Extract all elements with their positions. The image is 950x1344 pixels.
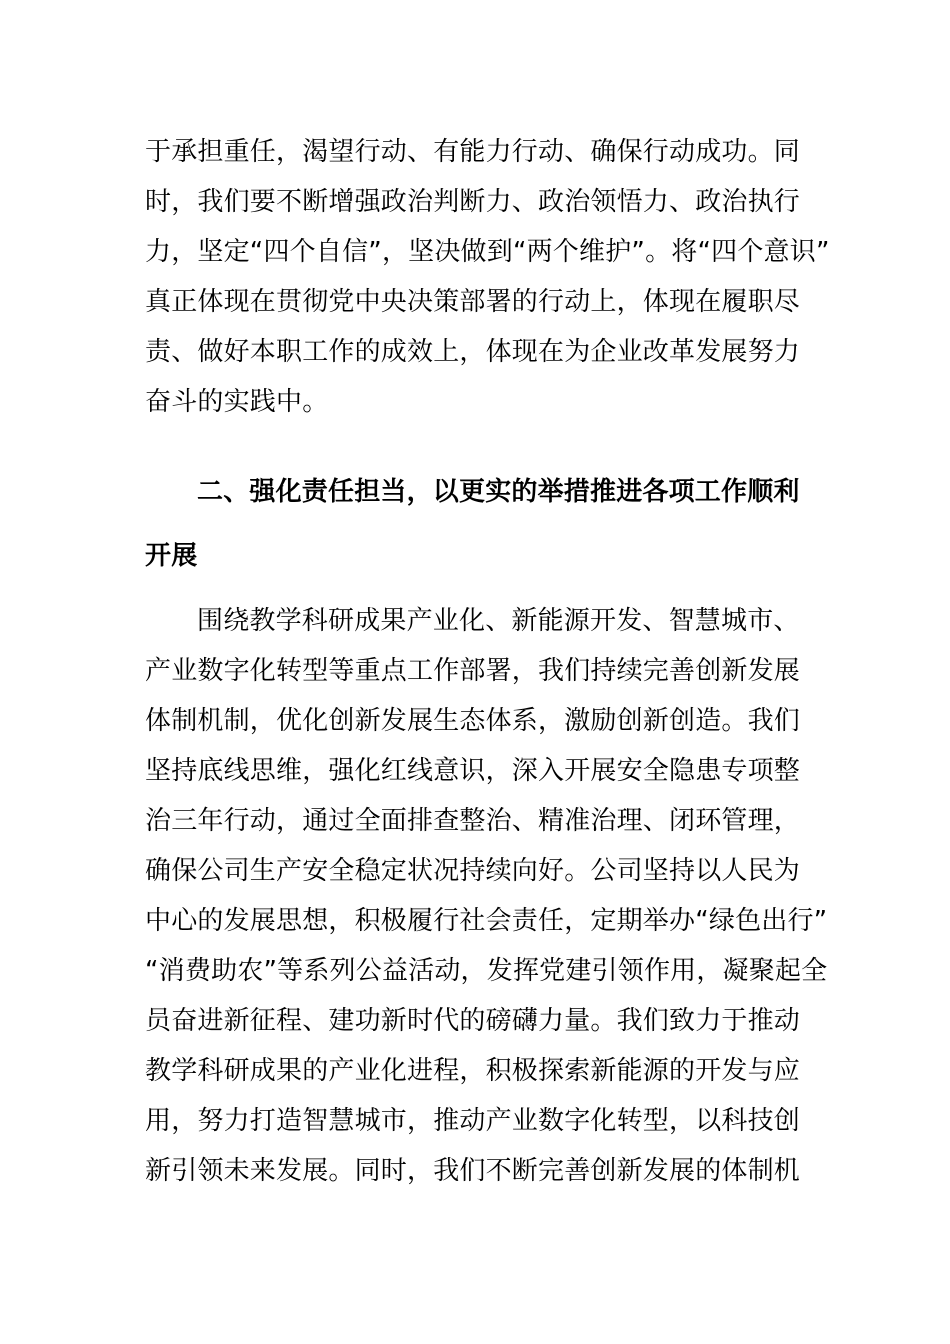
paragraph-1-line: 责、做好本职工作的成效上，体现在为企业改革发展努力 <box>145 337 801 367</box>
section-2-heading-line: 二、强化责任担当，以更实的举措推进各项工作顺利 <box>197 477 800 507</box>
paragraph-2-line: 新引领未来发展。同时，我们不断完善创新发展的体制机 <box>145 1156 801 1186</box>
paragraph-2-line: 确保公司生产安全稳定状况持续向好。公司坚持以人民为 <box>145 856 801 886</box>
paragraph-1-line: 奋斗的实践中。 <box>145 387 329 417</box>
paragraph-2-line: “消费助农”等系列公益活动，发挥党建引领作用，凝聚起全 <box>145 956 828 986</box>
paragraph-1-line: 时，我们要不断增强政治判断力、政治领悟力、政治执行 <box>145 187 801 217</box>
paragraph-2-line: 中心的发展思想，积极履行社会责任，定期举办“绿色出行” <box>145 906 828 936</box>
paragraph-1 <box>145 127 830 427</box>
paragraph-2-line: 围绕教学科研成果产业化、新能源开发、智慧城市、 <box>197 606 800 636</box>
paragraph-2-line: 教学科研成果的产业化进程，积极探索新能源的开发与应 <box>145 1056 801 1086</box>
paragraph-2 <box>145 596 827 1196</box>
paragraph-2-line: 坚持底线思维，强化红线意识，深入开展安全隐患专项整 <box>145 756 801 786</box>
paragraph-1-line: 于承担重任，渴望行动、有能力行动、确保行动成功。同 <box>145 137 801 167</box>
paragraph-2-line: 产业数字化转型等重点工作部署，我们持续完善创新发展 <box>145 656 801 686</box>
section-2-heading-line: 开展 <box>145 541 198 571</box>
paragraph-1-line: 真正体现在贯彻党中央决策部署的行动上，体现在履职尽 <box>145 287 801 317</box>
paragraph-2-line: 员奋进新征程、建功新时代的磅礴力量。我们致力于推动 <box>145 1006 801 1036</box>
paragraph-2-line: 用，努力打造智慧城市，推动产业数字化转型，以科技创 <box>145 1106 801 1136</box>
section-2-heading <box>145 460 800 588</box>
paragraph-1-line: 力，坚定“四个自信”，坚决做到“两个维护”。将“四个意识” <box>145 237 830 267</box>
paragraph-2-line: 体制机制，优化创新发展生态体系，激励创新创造。我们 <box>145 706 801 736</box>
paragraph-2-line: 治三年行动，通过全面排查整治、精准治理、闭环管理， <box>145 806 801 836</box>
